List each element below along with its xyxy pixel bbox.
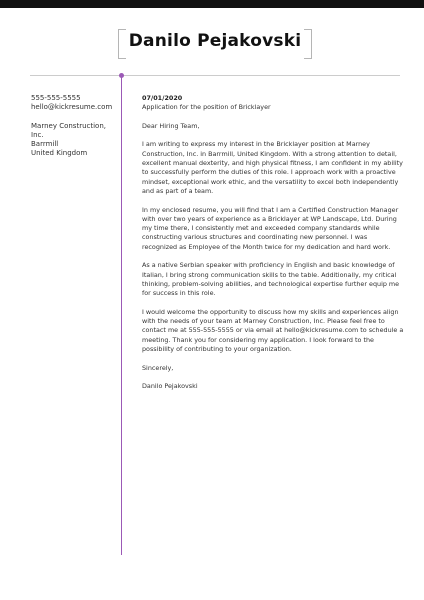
recipient-country: United Kingdom [31,149,88,158]
recipient-city: Barrmill [31,140,59,149]
recipient-block [31,122,115,159]
phone: 555-555-5555 [31,94,81,102]
paragraph: As a native Serbian speaker with proficiency in English and basic knowledge of Italian, I bring strong communication skills to the table. Additionally, my critical thinking, problem-solving abilities, and technological expertise further equip me for success in this role. [142,261,400,298]
applicant-name: Danilo Pejakovski [128,31,302,51]
header-divider [30,75,400,76]
name-frame [118,29,312,59]
paragraph: I am writing to express my interest in the Bricklayer position at Marney Construction, Inc. in Barrmill, United Kingdom. With a strong attention to detail, excellent manual dexterity, and high physical fitness, I am confident in my ability to successfully perform the duties of this role. I approach work with a proactive mindset, exceptional work ethic, and the versatility to excel both independently and as part of a team. [142,140,403,195]
contact-block [31,94,115,113]
letter-greeting: Dear Hiring Team, [142,121,200,130]
sidebar [31,94,115,168]
recipient-company: Marney Construction, Inc. [31,121,106,139]
letter-date: 07/01/2020 [142,94,183,102]
timeline-line [121,75,122,555]
letter-body [142,94,404,392]
top-bar [0,0,424,8]
letter-closing: Sincerely, [142,363,174,372]
letter-signature: Danilo Pejakovski [142,382,198,391]
timeline-dot [119,73,124,78]
letter-subject: Application for the position of Bricklayer [142,103,271,112]
email: hello@kickresume.com [31,103,113,112]
paragraph: In my enclosed resume, you will find that I am a Certified Construction Manager with over two years of experience as a Bricklayer at WP Landscape, Ltd. During my time there, I consistently met and exceeded company standards while constructing various structures and coordinating new personnel. I was recognized as Employee of the Month twice for my dedication and hard work. [142,205,399,251]
paragraph: I would welcome the opportunity to discuss how my skills and experiences align with the needs of your team at Marney Construction, Inc. Please feel free to contact me at 555-555-5555 or via email at hello@kickresume.com to schedule a meeting. Thank you for considering my application. I look forward to the possibility of contributing to your organization. [142,307,404,354]
